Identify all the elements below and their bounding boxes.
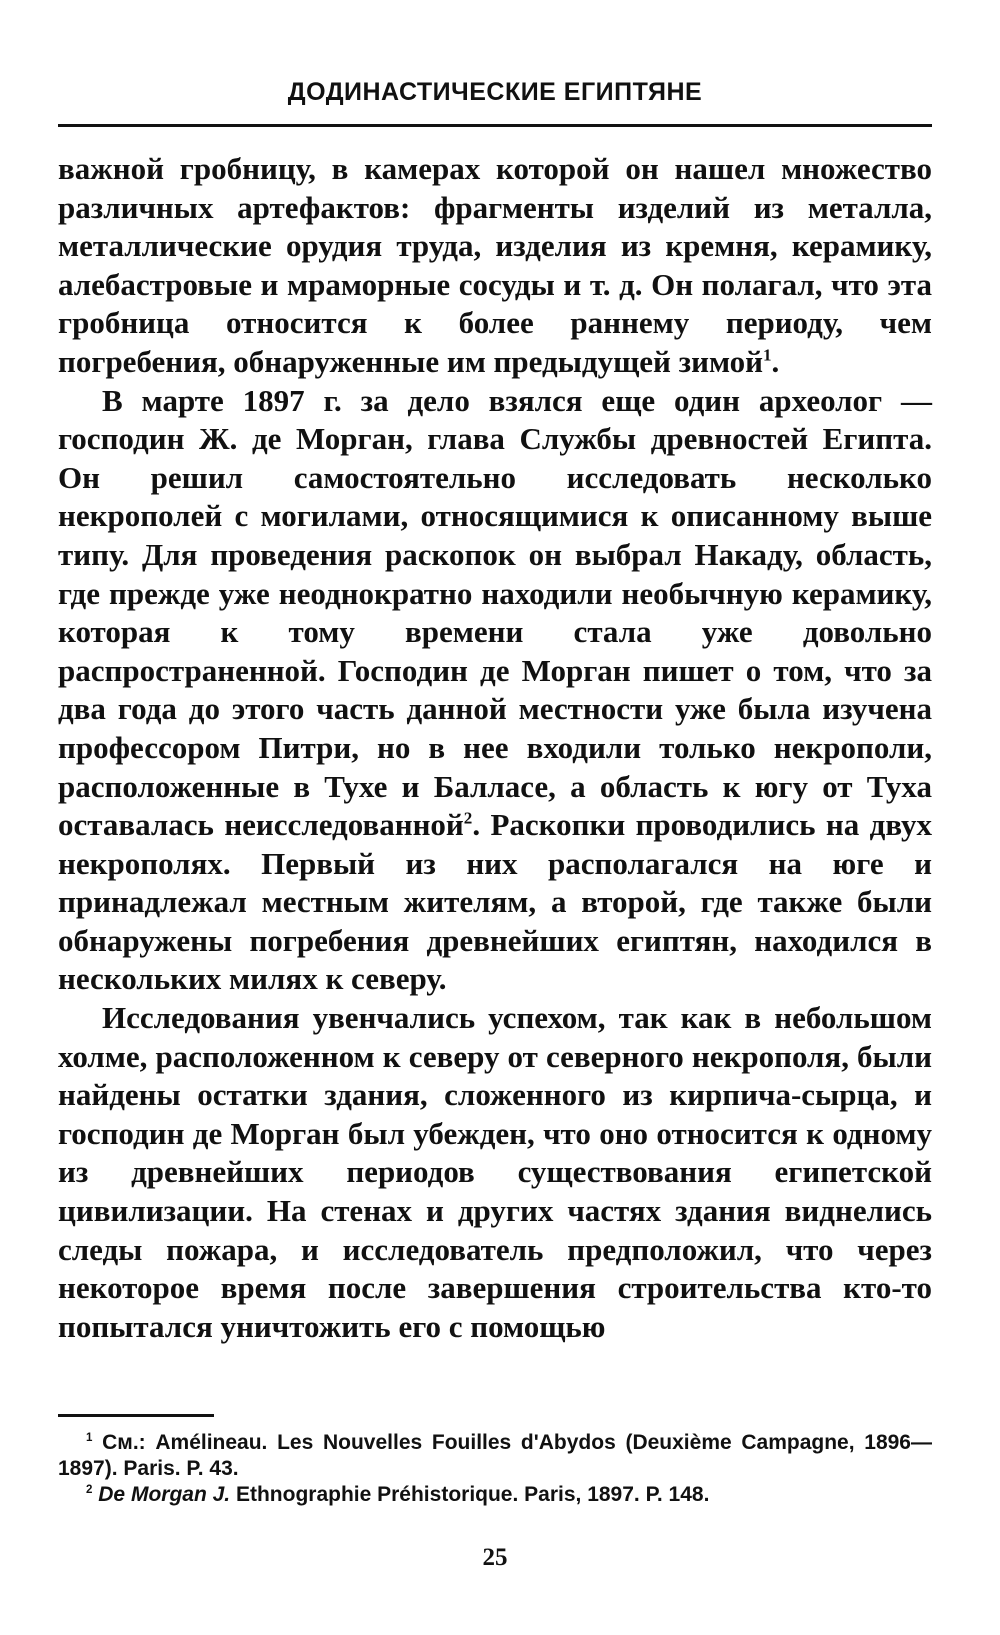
paragraph-3 (58, 999, 932, 1346)
footnote-1 (58, 1430, 932, 1482)
paragraph-text: Исследования увенчались успехом, так как в небольшом холме, расположенном к северу от северного некрополя, были найдены остатки здания, сложенного из кирпича-сырца, и господин де Морган был убежден, что оно относится к одному из древнейших периодов существования египетской цивилизации. На стенах и других частях здания виднелись следы пожара, и исследователь предположил, что через некоторое время после завершения строительства кто-то попытался уничтожить его с помощью (58, 1000, 932, 1344)
paragraph-text: В марте 1897 г. за дело взялся еще один археолог — господин Ж. де Морган, глава Службы древностей Египта. Он решил самостоятельно исследовать несколько некрополей с могилами, относящимися к описанному выше типу. Для проведения раскопок он выбрал Накаду, область, где прежде уже неоднократно находили необычную керамику, которая к тому времени стала уже довольно распространенной. Господин де Морган пишет о том, что за два года до этого часть данной местности уже была изучена профессором Питри, но в нее входили только некрополи, расположенные в Тухе и Балласе, а область к югу от Туха оставалась неисследованной (58, 382, 932, 843)
paragraph-text: важной гробницу, в камерах которой он нашел множество различных артефактов: фрагменты изделий из металла, металлические орудия труда, изделия из кремня, керамику, алебастровые и мраморные сосуды и т. д. Он полагал, что эта гробница относится к более раннему периоду, чем погребения, обнаруженные им предыдущей зимой (58, 151, 932, 379)
paragraph-2 (58, 382, 932, 1000)
footnote-mark: 2 (86, 1484, 93, 1496)
footnotes (58, 1430, 932, 1508)
header-rule (58, 124, 932, 127)
body-text (58, 150, 932, 1346)
footnote-rule (58, 1414, 214, 1417)
page-number: 25 (482, 1544, 508, 1571)
footnote-ref-2[interactable]: 2 (463, 808, 473, 828)
paragraph-text-tail: . Раскопки проводились на двух некрополях. Первый из них располагался на юге и принадлежал местным жителям, а второй, где также были обнаружены погребения древнейших египтян, находился в нескольких милях к северу. (58, 807, 932, 997)
footnote-text: См.: Amélineau. Les Nouvelles Fouilles d'Abydos (Deuxième Campagne, 1896—1897). Paris. P. 43. (58, 1431, 932, 1480)
running-head: ДОДИНАСТИЧЕСКИЕ ЕГИПТЯНЕ (287, 78, 703, 106)
footnote-author: De Morgan J. (98, 1483, 231, 1506)
footnote-ref-1[interactable]: 1 (763, 345, 772, 365)
paragraph-text-tail: . (771, 343, 780, 379)
paragraph-1 (58, 150, 932, 382)
footnote-2 (58, 1482, 932, 1508)
footnote-text: Ethnographie Préhistorique. Paris, 1897. P. 148. (230, 1483, 710, 1506)
footnote-mark: 1 (86, 1432, 93, 1444)
